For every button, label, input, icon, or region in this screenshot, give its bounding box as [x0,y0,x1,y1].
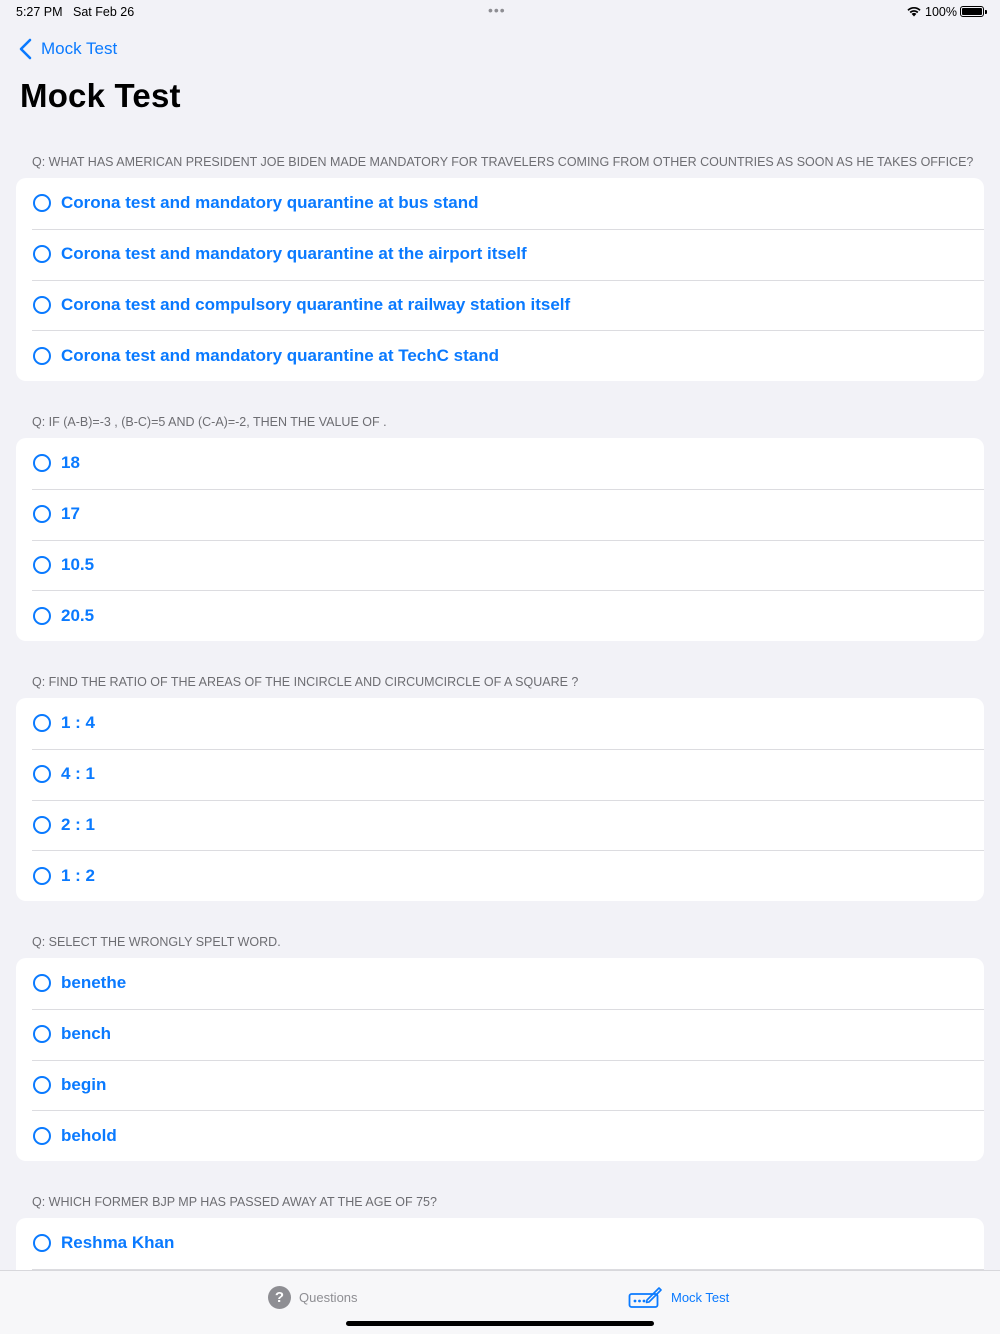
options-card [16,958,984,1161]
answer-option-label: 1 : 4 [61,713,96,733]
answer-option-label: 10.5 [61,554,95,574]
status-date: Sat Feb 26 [73,5,135,19]
options-card [16,698,984,901]
status-bar [0,0,1000,26]
answer-option[interactable] [16,280,984,331]
back-button[interactable] [18,36,117,62]
radio-circle-icon[interactable] [33,714,51,732]
tab-mock-test[interactable] [628,1283,729,1311]
answer-option[interactable] [16,1060,984,1111]
answer-option-label: 4 : 1 [61,764,96,784]
tab-questions[interactable] [268,1283,358,1311]
answer-option[interactable] [16,800,984,851]
answer-option[interactable] [16,540,984,591]
answer-option-label: 2 : 1 [61,814,96,834]
radio-circle-icon[interactable] [33,556,51,574]
question-section [0,1180,1000,1270]
answer-option[interactable] [16,1009,984,1060]
answer-option-label: 17 [61,504,80,524]
home-indicator[interactable] [346,1321,654,1326]
radio-circle-icon[interactable] [33,974,51,992]
radio-circle-icon[interactable] [33,1025,51,1043]
answer-option[interactable] [16,749,984,800]
question-section [0,400,1000,660]
radio-circle-icon[interactable] [33,1127,51,1145]
answer-option[interactable] [16,229,984,280]
radio-circle-icon[interactable] [33,1076,51,1094]
tab-mock-test-label: Mock Test [671,1289,730,1305]
radio-circle-icon[interactable] [33,454,51,472]
battery-percentage: 100% [925,5,957,19]
answer-option-label: Corona test and mandatory quarantine at TechC stand [61,345,499,365]
options-card [16,178,984,381]
radio-circle-icon[interactable] [33,347,51,365]
question-section [0,660,1000,920]
answer-option[interactable] [16,698,984,749]
back-button-label: Mock Test [41,39,118,58]
answer-option[interactable] [16,590,984,641]
question-text: Q: FIND THE RATIO OF THE AREAS OF THE INCIRCLE AND CIRCUMCIRCLE OF A SQUARE ? [32,675,579,689]
answer-option-label: Corona test and compulsory quarantine at railway station itself [61,294,571,314]
radio-circle-icon[interactable] [33,867,51,885]
options-card [16,438,984,641]
answer-option-label: 20.5 [61,605,95,625]
answer-option-label: 18 [61,453,80,473]
answer-option-label: benethe [61,973,127,993]
question-section [0,140,1000,400]
answer-option-label: bench [61,1024,112,1044]
question-text: Q: SELECT THE WRONGLY SPELT WORD. [32,935,281,949]
question-text: Q: WHAT HAS AMERICAN PRESIDENT JOE BIDEN MADE MANDATORY FOR TRAVELERS COMING FROM OTHER COUNTRIES AS SOON AS HE TAKES OFFICE? [32,155,974,169]
mock-test-icon [628,1285,662,1309]
radio-circle-icon[interactable] [33,505,51,523]
radio-circle-icon[interactable] [33,765,51,783]
page-title: Mock Test [20,77,181,114]
radio-circle-icon[interactable] [33,194,51,212]
answer-option-label: behold [61,1125,117,1145]
answer-option-label: Corona test and mandatory quarantine at bus stand [61,193,479,213]
question-text: Q: IF (A-B)=-3 , (B-C)=5 AND (C-A)=-2, THEN THE VALUE OF . [32,415,387,429]
answer-option[interactable] [16,1110,984,1161]
battery-icon [960,6,984,17]
answer-option[interactable] [16,489,984,540]
radio-circle-icon[interactable] [33,245,51,263]
chevron-left-icon [18,38,34,60]
answer-option[interactable] [16,178,984,229]
answer-option[interactable] [16,330,984,381]
question-text: Q: WHICH FORMER BJP MP HAS PASSED AWAY AT THE AGE OF 75? [32,1195,437,1209]
tab-questions-label: Questions [299,1289,358,1305]
question-mark-icon: ? [268,1286,291,1309]
question-list[interactable] [0,140,1000,1270]
multitasking-dots-icon[interactable]: ••• [488,2,506,18]
wifi-icon [906,5,922,17]
answer-option-label: 1 : 2 [61,865,96,885]
status-time: 5:27 PM [16,5,63,19]
radio-circle-icon[interactable] [33,1234,51,1252]
answer-option[interactable] [16,850,984,901]
answer-option-label: begin [61,1074,107,1094]
question-section [0,920,1000,1180]
radio-circle-icon[interactable] [33,296,51,314]
answer-option-label: Corona test and mandatory quarantine at the airport itself [61,244,527,264]
answer-option[interactable] [16,1218,984,1269]
answer-option[interactable] [16,958,984,1009]
radio-circle-icon[interactable] [33,607,51,625]
options-card [16,1218,984,1270]
answer-option-label: Reshma Khan [61,1233,175,1253]
answer-option[interactable] [16,438,984,489]
radio-circle-icon[interactable] [33,816,51,834]
